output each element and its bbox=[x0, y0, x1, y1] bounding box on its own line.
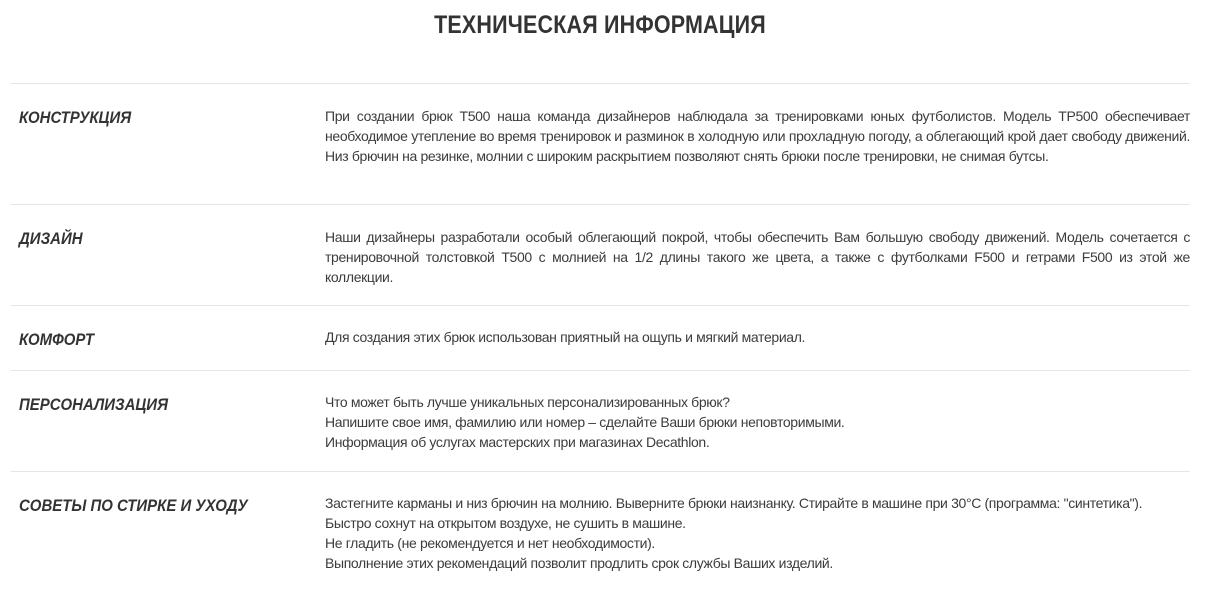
spec-text-line: Застегните карманы и низ брючин на молнию. Выверните брюки наизнанку. Стирайте в машине при 30°C (программа: "синтетика"). bbox=[325, 495, 1143, 511]
page-title: ТЕХНИЧЕСКАЯ ИНФОРМАЦИЯ bbox=[434, 11, 766, 39]
spec-text-line: Быстро сохнут на открытом воздухе, не сушить в машине. bbox=[325, 515, 686, 531]
spec-text-line: Выполнение этих рекомендаций позволит продлить срок службы Ваших изделий. bbox=[325, 555, 833, 571]
spec-text-line: Информация об услугах мастерских при магазинах Decathlon. bbox=[325, 434, 710, 450]
spec-text-line: Для создания этих брюк использован приятный на ощупь и мягкий материал. bbox=[325, 329, 806, 345]
spec-row-comfort bbox=[11, 306, 1190, 371]
spec-text-line: При создании брюк Т500 наша команда дизайнеров наблюдала за тренировками юных футболистов. Модель ТР500 обеспечивает необходимое утепление во время тренировок и разминок в холодную или прохладную погоду, а облегающий крой дает свободу движений. Низ брючин на резинке, молнии с широким раскрытием позволяют снять брюки после тренировки, не снимая бутсы. bbox=[325, 108, 1190, 164]
spec-table bbox=[11, 83, 1190, 602]
spec-row-design bbox=[11, 205, 1190, 306]
spec-label: КОМФОРТ bbox=[19, 330, 94, 349]
spec-text-line: Не гладить (не рекомендуется и нет необходимости). bbox=[325, 535, 655, 551]
spec-text bbox=[325, 227, 1190, 287]
spec-label: ДИЗАЙН bbox=[19, 229, 83, 248]
spec-text bbox=[325, 392, 1190, 452]
spec-text-line: Что может быть лучше уникальных персонализированных брюк? bbox=[325, 394, 730, 410]
spec-text bbox=[325, 106, 1190, 166]
spec-text bbox=[325, 327, 1190, 347]
spec-label: СОВЕТЫ ПО СТИРКЕ И УХОДУ bbox=[19, 496, 248, 515]
spec-row-personalization bbox=[11, 371, 1190, 472]
spec-label: КОНСТРУКЦИЯ bbox=[19, 108, 132, 127]
spec-row-care bbox=[11, 472, 1190, 602]
spec-label: ПЕРСОНАЛИЗАЦИЯ bbox=[19, 395, 168, 414]
spec-text bbox=[325, 493, 1190, 573]
spec-text-line: Напишите свое имя, фамилию или номер – сделайте Ваши брюки неповторимыми. bbox=[325, 414, 845, 430]
spec-text-line: Наши дизайнеры разработали особый облегающий покрой, чтобы обеспечить Вам большую свободу движений. Модель сочетается с тренировочной толстовкой Т500 с молнией на 1/2 длины такого же цвета, а также с футболками F500 и гетрами F500 из этой же коллекции. bbox=[325, 229, 1190, 285]
spec-row-construction bbox=[11, 84, 1190, 205]
